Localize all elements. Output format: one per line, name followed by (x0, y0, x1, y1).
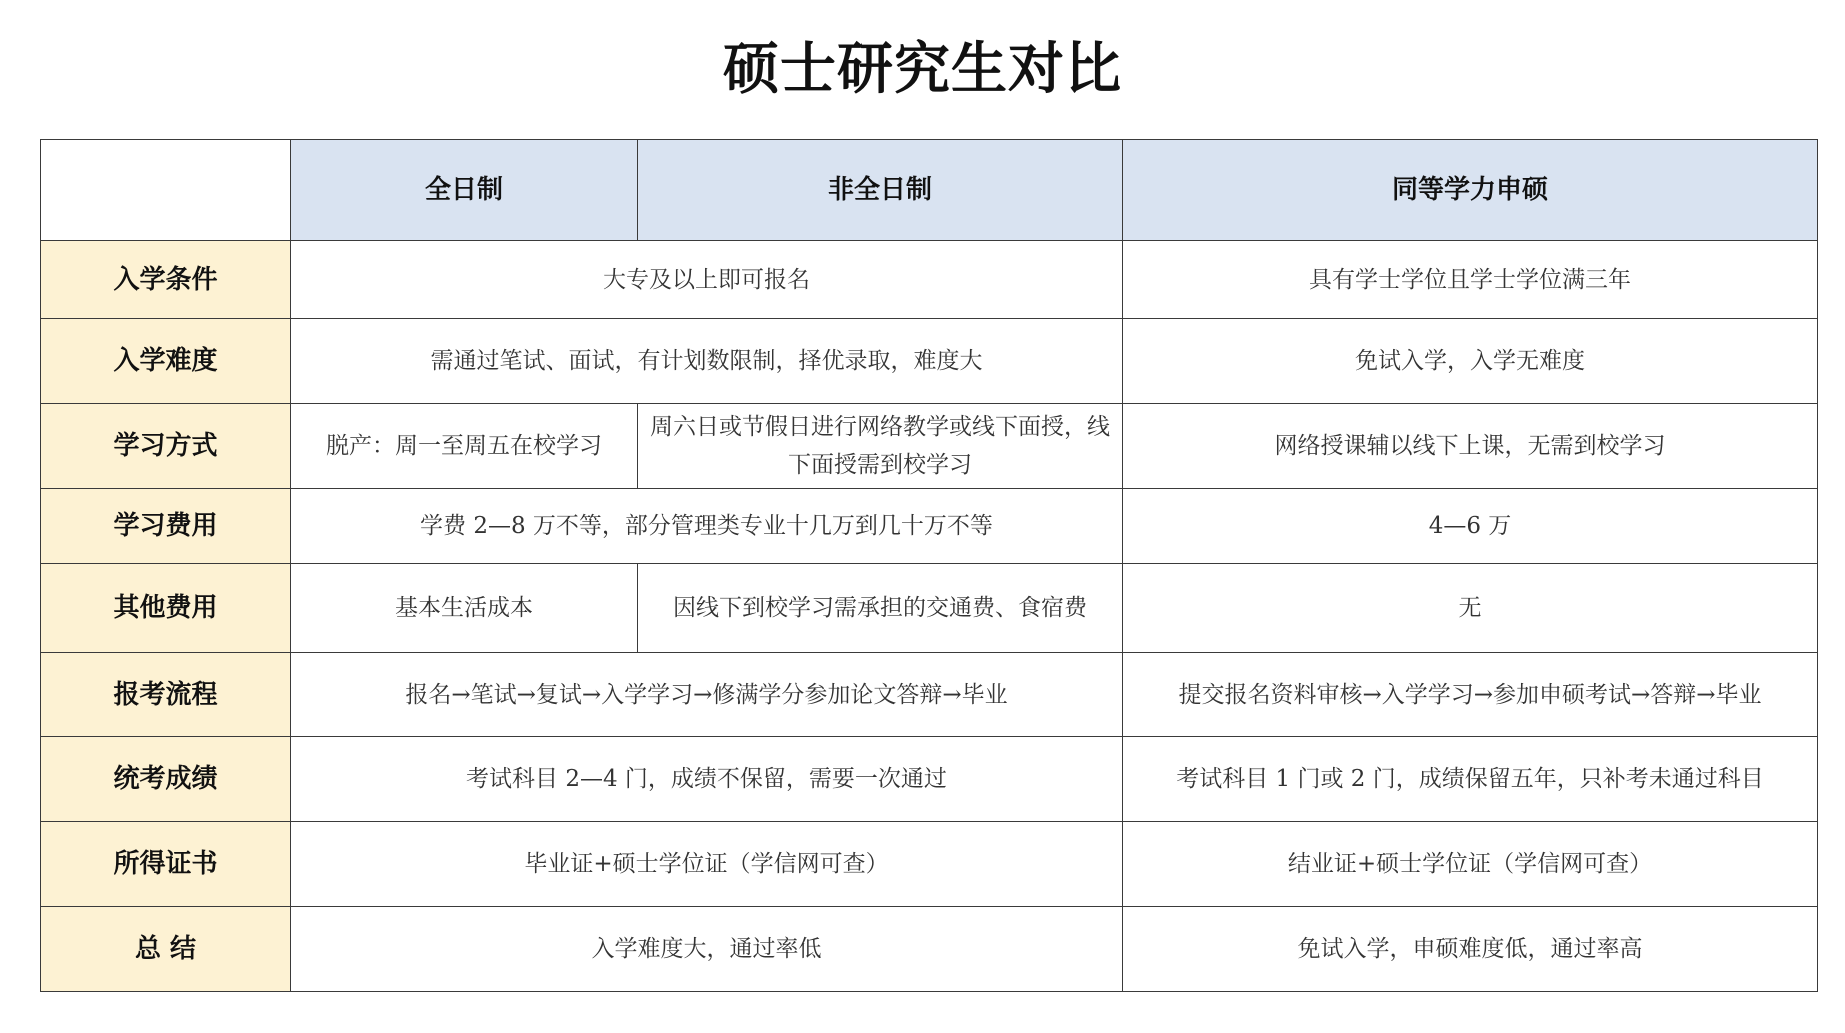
row-label-exam-results: 统考成绩 (41, 737, 291, 822)
row-label-summary: 总 结 (41, 907, 291, 992)
other-costs-equivalent: 无 (1123, 564, 1818, 653)
summary-fulltime-parttime: 入学难度大，通过率低 (291, 907, 1123, 992)
page-title: 硕士研究生对比 (723, 37, 1122, 102)
comparison-table (40, 139, 1818, 992)
admission-requirements-equivalent: 具有学士学位且学士学位满三年 (1123, 241, 1818, 319)
table-row (41, 822, 1818, 907)
tuition-equivalent: 4—6 万 (1123, 489, 1818, 564)
table-row (41, 241, 1818, 319)
table-row (41, 319, 1818, 404)
column-header-equivalent: 同等学力申硕 (1123, 140, 1818, 241)
study-mode-full-time: 脱产：周一至周五在校学习 (291, 404, 638, 489)
row-label-tuition: 学习费用 (41, 489, 291, 564)
column-header-full-time: 全日制 (291, 140, 638, 241)
table-row (41, 404, 1818, 489)
row-label-certificates: 所得证书 (41, 822, 291, 907)
row-label-application-process: 报考流程 (41, 653, 291, 737)
other-costs-part-time: 因线下到校学习需承担的交通费、食宿费 (638, 564, 1123, 653)
table-row (41, 564, 1818, 653)
exam-results-fulltime-parttime: 考试科目 2—4 门，成绩不保留，需要一次通过 (291, 737, 1123, 822)
admission-requirements-fulltime-parttime: 大专及以上即可报名 (291, 241, 1123, 319)
application-process-equivalent: 提交报名资料审核→入学学习→参加申硕考试→答辩→毕业 (1123, 653, 1818, 737)
other-costs-full-time: 基本生活成本 (291, 564, 638, 653)
row-label-admission-requirements: 入学条件 (41, 241, 291, 319)
tuition-fulltime-parttime: 学费 2—8 万不等，部分管理类专业十几万到几十万不等 (291, 489, 1123, 564)
row-label-study-mode: 学习方式 (41, 404, 291, 489)
table-row (41, 653, 1818, 737)
corner-cell (41, 140, 291, 241)
certificates-equivalent: 结业证+硕士学位证（学信网可查） (1123, 822, 1818, 907)
exam-results-equivalent: 考试科目 1 门或 2 门，成绩保留五年，只补考未通过科目 (1123, 737, 1818, 822)
certificates-fulltime-parttime: 毕业证+硕士学位证（学信网可查） (291, 822, 1123, 907)
summary-equivalent: 免试入学，申硕难度低，通过率高 (1123, 907, 1818, 992)
table-row (41, 907, 1818, 992)
table-row (41, 737, 1818, 822)
study-mode-equivalent: 网络授课辅以线下上课，无需到校学习 (1123, 404, 1818, 489)
table-row (41, 489, 1818, 564)
admission-difficulty-equivalent: 免试入学，入学无难度 (1123, 319, 1818, 404)
study-mode-part-time: 周六日或节假日进行网络教学或线下面授，线下面授需到校学习 (638, 404, 1123, 489)
row-label-admission-difficulty: 入学难度 (41, 319, 291, 404)
column-header-part-time: 非全日制 (638, 140, 1123, 241)
table-header-row (41, 140, 1818, 241)
row-label-other-costs: 其他费用 (41, 564, 291, 653)
admission-difficulty-fulltime-parttime: 需通过笔试、面试，有计划数限制，择优录取，难度大 (291, 319, 1123, 404)
application-process-fulltime-parttime: 报名→笔试→复试→入学学习→修满学分参加论文答辩→毕业 (291, 653, 1123, 737)
